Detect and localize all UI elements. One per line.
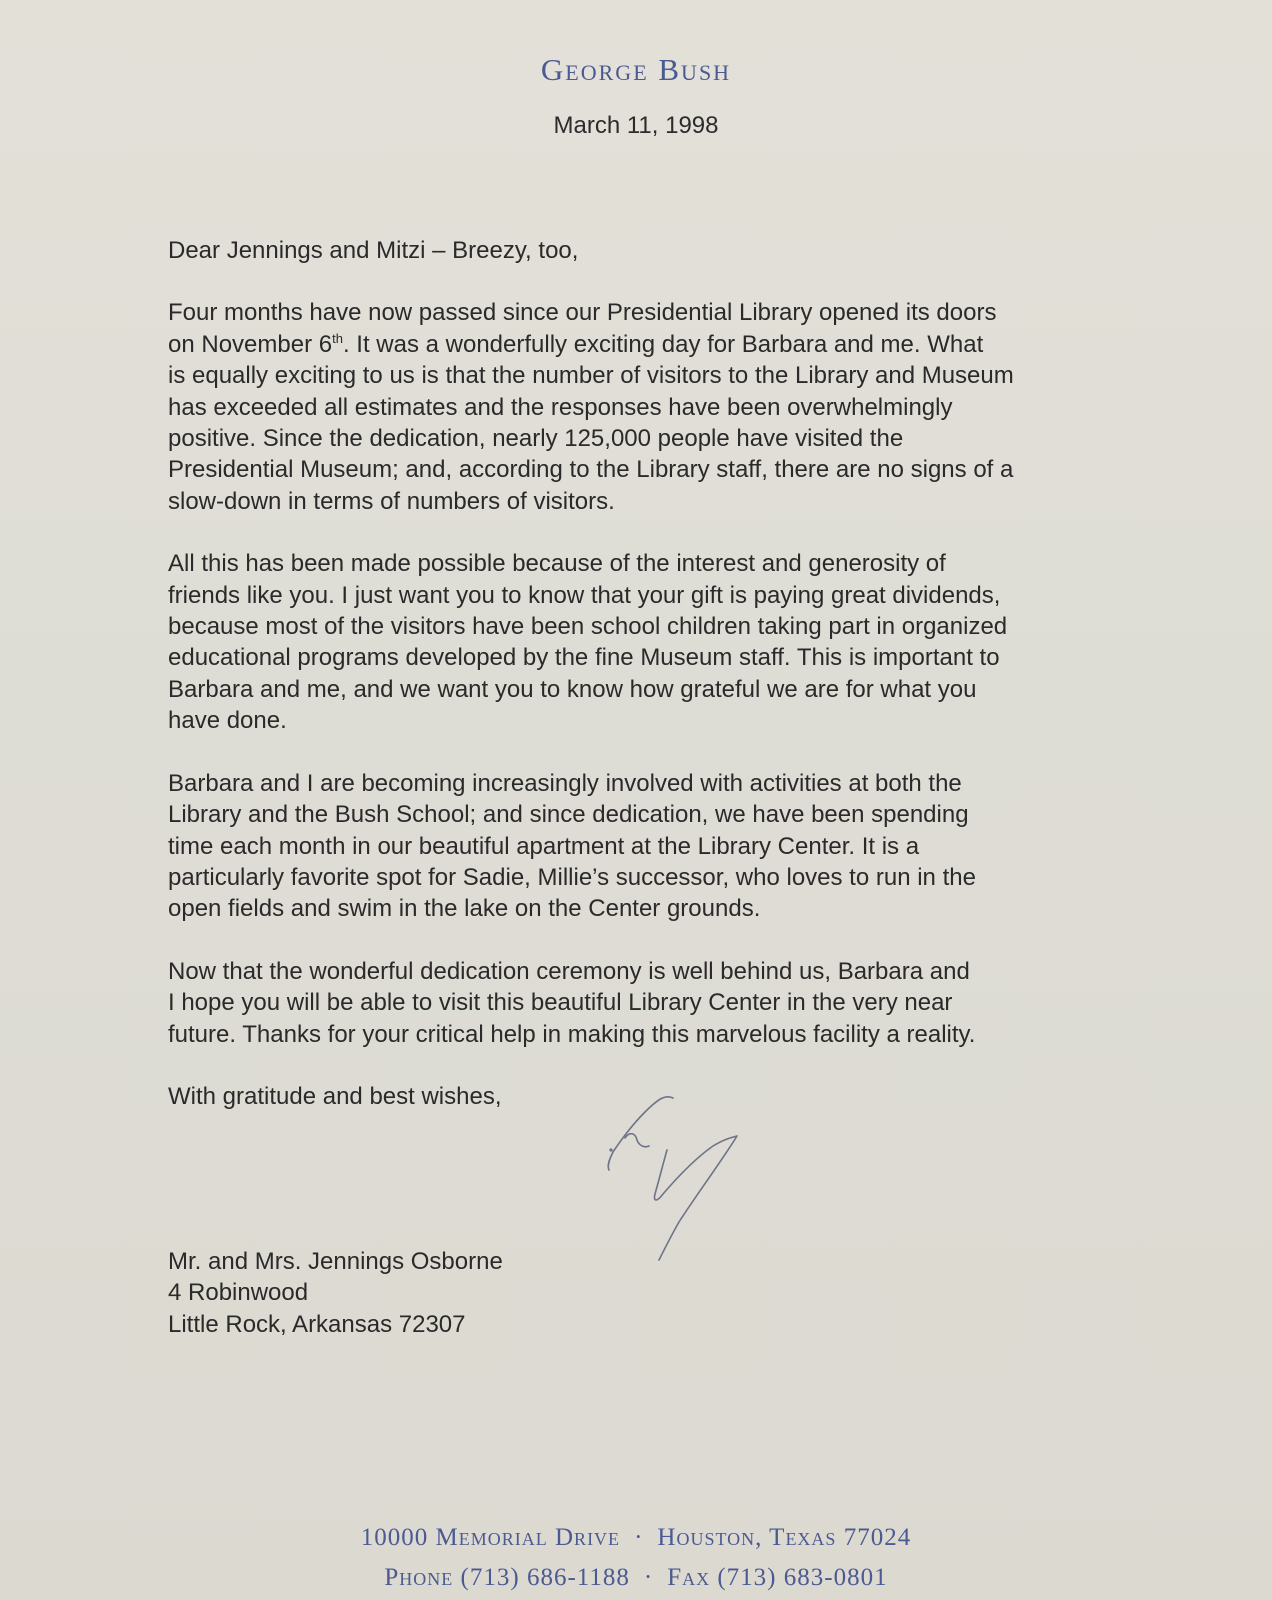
recipient-city: Little Rock, Arkansas 72307 [168,1310,466,1338]
recipient-address [168,1246,503,1340]
footer-street: 10000 Memorial Drive [360,1524,621,1551]
paragraph-3 [168,768,1128,925]
paragraph-line: positive. Since the dedication, nearly 125,000 people have visited the [168,425,904,453]
letterhead-name: George Bush [540,52,732,87]
paragraph-1 [168,297,1128,517]
footer-contact-line [0,1564,1272,1592]
salutation: Dear Jennings and Mitzi – Breezy, too, [168,237,579,264]
paragraph-4 [168,956,1128,1050]
closing: With gratitude and best wishes, [168,1082,502,1110]
paragraph-line: Now that the wonderful dedication ceremony is well behind us, Barbara and [168,957,970,985]
handwritten-signature [605,1090,765,1270]
paragraph-line: I hope you will be able to visit this beautiful Library Center in the very near [168,989,953,1017]
footer-fax: Fax (713) 683-0801 [667,1564,888,1591]
paragraph-line: Presidential Museum; and, according to the Library staff, there are no signs of a [168,456,1014,484]
paragraph-line [168,329,1128,360]
recipient-name: Mr. and Mrs. Jennings Osborne [168,1248,503,1275]
line-start: on November 6 [168,330,333,358]
recipient-street: 4 Robinwood [168,1279,309,1307]
paragraph-2 [168,548,1128,736]
paragraph-line: have done. [168,707,287,735]
footer-city: Houston, Texas 77024 [657,1524,912,1551]
paragraph-line: Barbara and me, and we want you to know how grateful we are for what you [168,675,977,703]
paragraph-line: open fields and swim in the lake on the Center grounds. [168,895,761,923]
paragraph-line: future. Thanks for your critical help in making this marvelous facility a reality. [168,1020,976,1048]
paragraph-line: Barbara and I are becoming increasingly involved with activities at both the [168,769,962,797]
paragraph-line: particularly favorite spot for Sadie, Millie’s successor, who loves to run in the [168,863,976,891]
paragraph-line: Library and the Bush School; and since dedication, we have been spending [168,801,969,829]
paragraph-line: has exceeded all estimates and the responses have been overwhelmingly [168,393,953,421]
footer-separator: · [643,1564,654,1591]
ordinal-suffix: th [332,330,343,346]
paragraph-line: Four months have now passed since our Presidential Library opened its doors [168,299,997,327]
letter-date: March 11, 1998 [553,112,719,139]
paragraph-line: is equally exciting to us is that the number of visitors to the Library and Museum [168,362,1014,390]
paragraph-line: All this has been made possible because of the interest and generosity of [168,550,946,578]
paragraph-line: because most of the visitors have been school children taking part in organized [168,613,1008,641]
paragraph-line: educational programs developed by the fine Museum staff. This is important to [168,644,1000,672]
footer-separator: · [634,1524,644,1551]
letter-body [168,235,1128,1112]
paragraph-line: slow-down in terms of numbers of visitors. [168,487,615,515]
paragraph-line: friends like you. I just want you to know that your gift is paying great dividends, [168,581,1001,609]
line-rest: . It was a wonderfully exciting day for Barbara and me. What [342,330,984,358]
footer-phone: Phone (713) 686-1188 [384,1564,630,1591]
footer-address-line [0,1524,1272,1552]
paragraph-line: time each month in our beautiful apartment at the Library Center. It is a [168,832,920,860]
